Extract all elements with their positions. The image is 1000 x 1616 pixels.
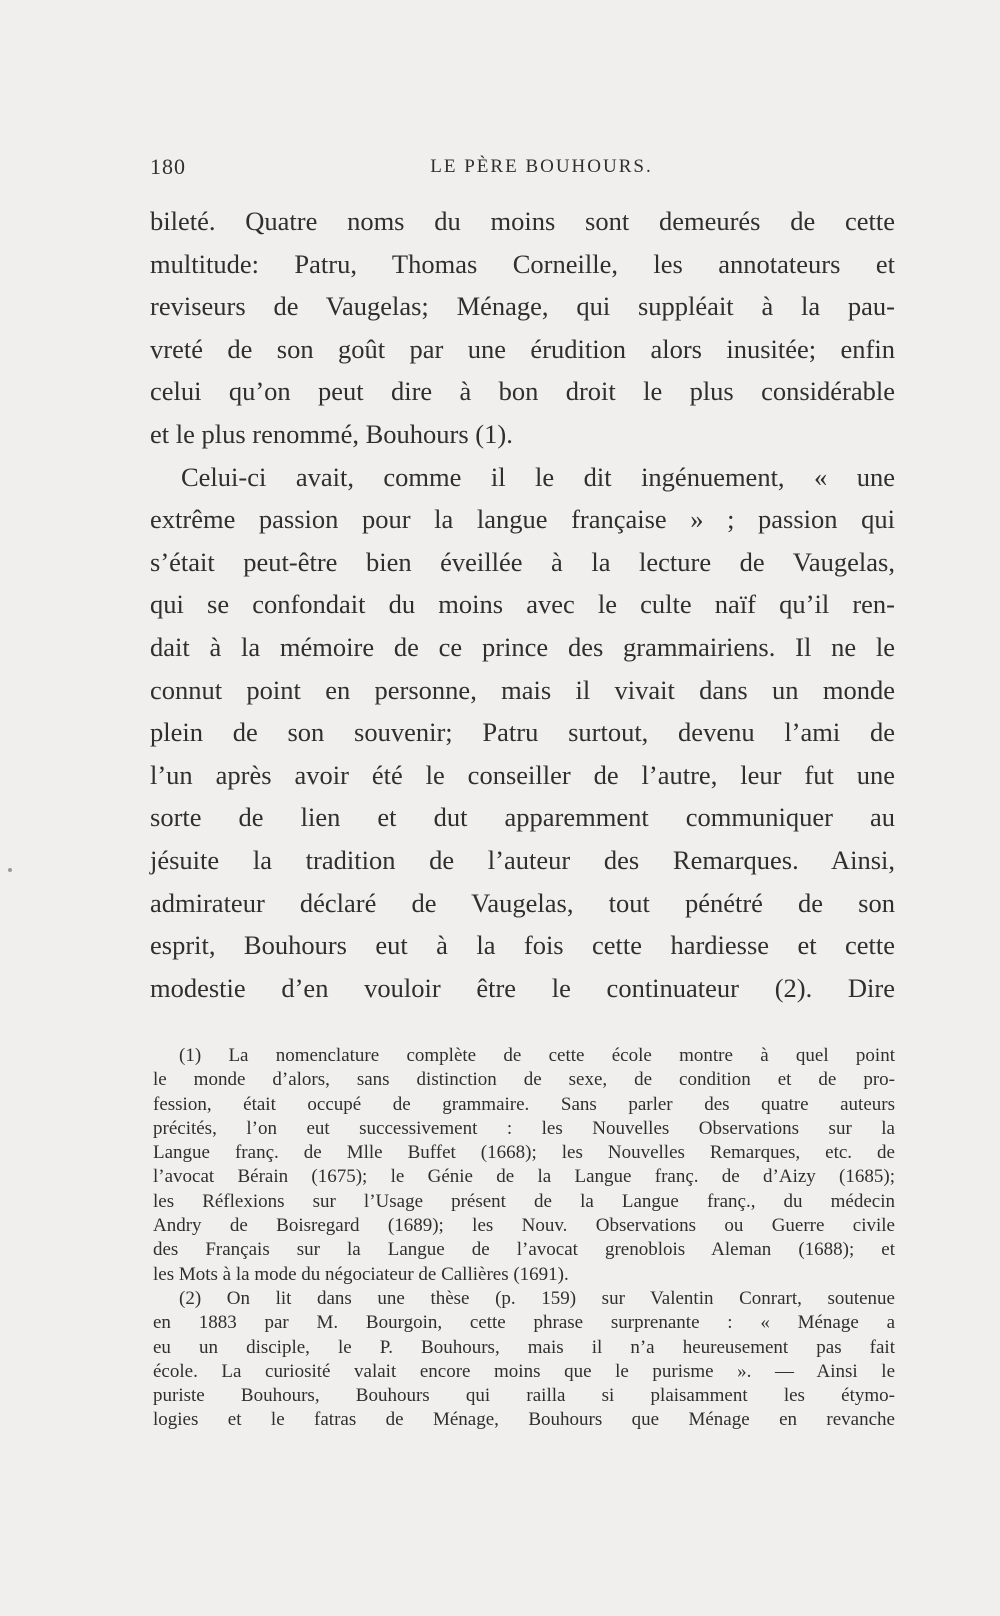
page-header — [150, 154, 895, 188]
body-line: Celui-ci avait, comme il le dit ingénuement, « une — [181, 461, 895, 492]
body-line: reviseurs de Vaugelas; Ménage, qui suppléait à la pau- — [150, 291, 895, 322]
footnote-line: des Français sur la Langue de l’avocat grenoblois Aleman (1688); et — [153, 1239, 895, 1261]
running-title: LE PÈRE BOUHOURS. — [430, 156, 653, 177]
footnote-line: école. La curiosité valait encore moins que le purisme ». — Ainsi le — [153, 1360, 895, 1382]
body-line: connut point en personne, mais il vivait dans un monde — [150, 674, 895, 705]
body-line: vreté de son goût par une érudition alors inusitée; enfin — [150, 333, 895, 364]
body-line: modestie d’en vouloir être le continuateur (2). Dire — [150, 972, 895, 1003]
body-line: plein de son souvenir; Patru surtout, devenu l’ami de — [150, 717, 895, 748]
footnote-line: logies et le fatras de Ménage, Bouhours que Ménage en revanche — [153, 1409, 895, 1431]
body-line: celui qu’on peut dire à bon droit le plus considérable — [150, 376, 895, 407]
body-line: jésuite la tradition de l’auteur des Remarques. Ainsi, — [150, 844, 895, 875]
body-line: extrême passion pour la langue française » ; passion qui — [150, 504, 895, 535]
body-line: s’était peut-être bien éveillée à la lecture de Vaugelas, — [150, 546, 895, 577]
footnote-line: Andry de Boisregard (1689); les Nouv. Observations ou Guerre civile — [153, 1215, 895, 1237]
main-text — [150, 200, 895, 1009]
footnote-line: eu un disciple, le P. Bouhours, mais il n’a heureusement pas fait — [153, 1336, 895, 1358]
footnote-line: les Mots à la mode du négociateur de Callières (1691). — [153, 1263, 569, 1285]
footnote-line: (1) La nomenclature complète de cette école montre à quel point — [179, 1045, 895, 1066]
body-line: et le plus renommé, Bouhours (1). — [150, 418, 513, 449]
footnote-line: précités, l’on eut successivement : les Nouvelles Observations sur la — [153, 1117, 895, 1139]
paper-speck — [8, 868, 12, 872]
body-line: l’un après avoir été le conseiller de l’autre, leur fut une — [150, 759, 895, 790]
footnote-line: les Réflexions sur l’Usage présent de la Langue franç., du médecin — [153, 1190, 895, 1212]
footnotes — [153, 1044, 895, 1433]
footnote-line: en 1883 par M. Bourgoin, cette phrase surprenante : « Ménage a — [153, 1312, 895, 1334]
footnote-line: fession, était occupé de grammaire. Sans parler des quatre auteurs — [153, 1093, 895, 1115]
footnote-line: le monde d’alors, sans distinction de sexe, de condition et de pro- — [153, 1069, 895, 1091]
body-line: dait à la mémoire de ce prince des grammairiens. Il ne le — [150, 631, 895, 662]
body-line: sorte de lien et dut apparemment communiquer au — [150, 802, 895, 833]
body-line: esprit, Bouhours eut à la fois cette hardiesse et cette — [150, 930, 895, 961]
body-line: bileté. Quatre noms du moins sont demeurés de cette — [150, 206, 895, 236]
footnote-line: puriste Bouhours, Bouhours qui railla si plaisamment les étymo- — [153, 1385, 895, 1407]
body-line: multitude: Patru, Thomas Corneille, les annotateurs et — [150, 248, 895, 279]
body-line: qui se confondait du moins avec le culte naïf qu’il ren- — [150, 589, 895, 620]
footnote-line: (2) On lit dans une thèse (p. 159) sur Valentin Conrart, soutenue — [179, 1287, 895, 1309]
footnote-line: Langue franç. de Mlle Buffet (1668); les Nouvelles Remarques, etc. de — [153, 1142, 895, 1164]
page-number: 180 — [150, 154, 186, 179]
body-line: admirateur déclaré de Vaugelas, tout pénétré de son — [150, 887, 895, 918]
footnote-line: l’avocat Bérain (1675); le Génie de la Langue franç. de d’Aizy (1685); — [153, 1166, 895, 1188]
